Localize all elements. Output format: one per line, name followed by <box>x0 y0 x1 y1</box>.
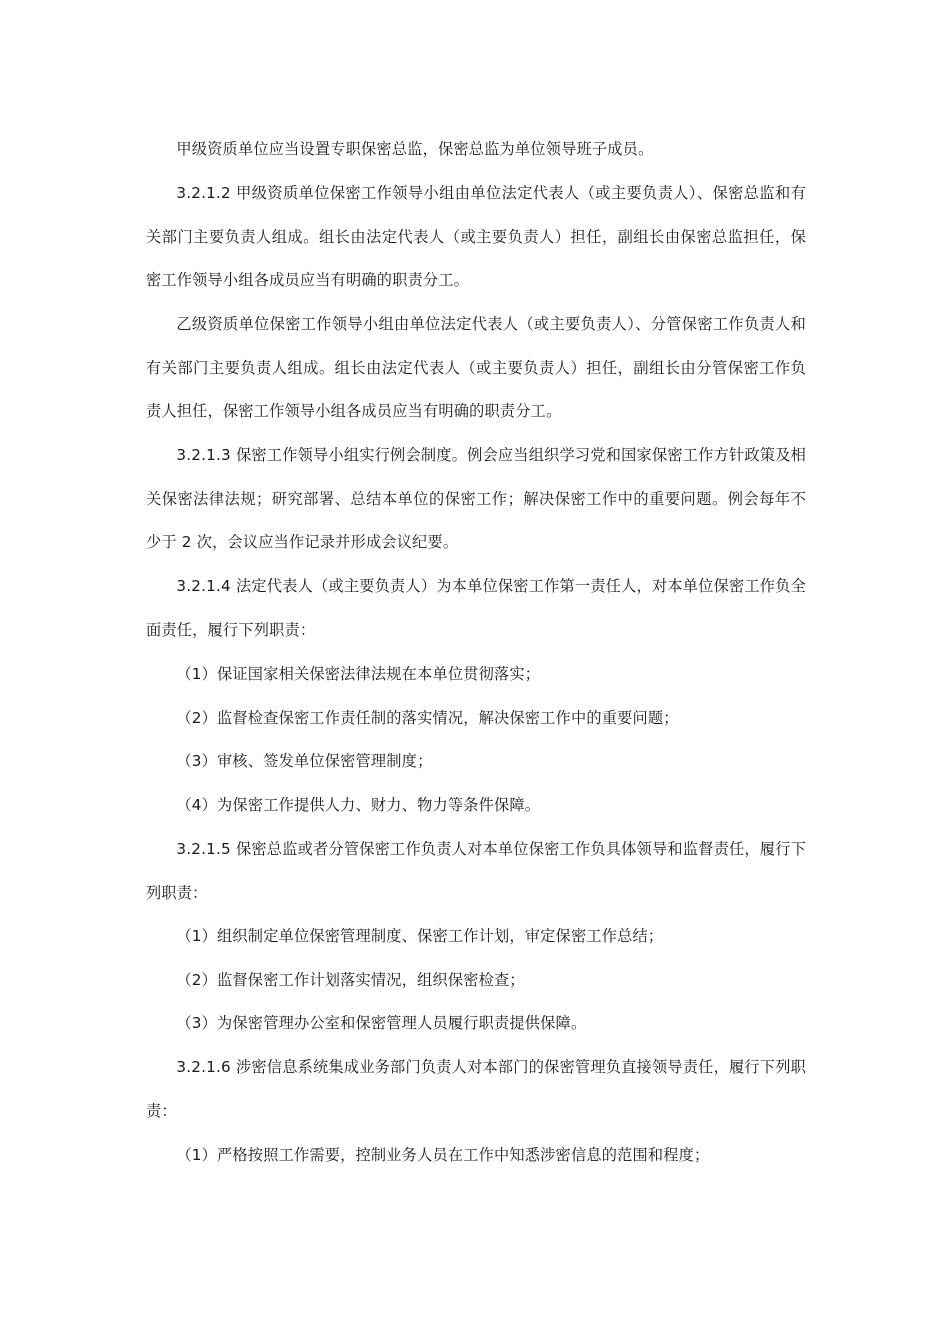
paragraph-3-2-1-2: 3.2.1.2 甲级资质单位保密工作领导小组由单位法定代表人（或主要负责人）、保密总监和有关部门主要负责人组成。组长由法定代表人（或主要负责人）担任，副组长由保密总监担任，保密工作领导小组各成员应当有明确的职责分工。 <box>146 184 806 290</box>
paragraph-3-2-1-4: 3.2.1.4 法定代表人（或主要负责人）为本单位保密工作第一责任人，对本单位保密工作负全面责任，履行下列职责： <box>146 577 806 639</box>
list-item: （4）为保密工作提供人力、财力、物力等条件保障。 <box>176 796 541 814</box>
paragraph-qualification-b: 乙级资质单位保密工作领导小组由单位法定代表人（或主要负责人）、分管保密工作负责人和有关部门主要负责人组成。组长由法定代表人（或主要负责人）担任，副组长由分管保密工作负责人担任，保密工作领导小组各成员应当有明确的职责分工。 <box>146 315 806 421</box>
list-item: （1）保证国家相关保密法律法规在本单位贯彻落实； <box>176 665 541 683</box>
list-item: （2）监督保密工作计划落实情况，组织保密检查； <box>176 971 525 989</box>
list-item: （1）组织制定单位保密管理制度、保密工作计划，审定保密工作总结； <box>176 927 664 945</box>
list-item: （3）为保密管理办公室和保密管理人员履行职责提供保障。 <box>176 1014 587 1032</box>
paragraph-qualification-a: 甲级资质单位应当设置专职保密总监，保密总监为单位领导班子成员。 <box>176 140 654 158</box>
paragraph-3-2-1-5: 3.2.1.5 保密总监或者分管保密工作负责人对本单位保密工作负具体领导和监督责任，履行下列职责： <box>146 840 806 902</box>
list-item: （2）监督检查保密工作责任制的落实情况，解决保密工作中的重要问题； <box>176 709 679 727</box>
list-item: （1）严格按照工作需要，控制业务人员在工作中知悉涉密信息的范围和程度； <box>176 1146 710 1164</box>
list-item: （3）审核、签发单位保密管理制度； <box>176 752 433 770</box>
paragraph-3-2-1-3: 3.2.1.3 保密工作领导小组实行例会制度。例会应当组织学习党和国家保密工作方针政策及相关保密法律法规；研究部署、总结本单位的保密工作；解决保密工作中的重要问题。例会每年不少于 2 次，会议应当作记录并形成会议纪要。 <box>146 446 806 552</box>
paragraph-3-2-1-6: 3.2.1.6 涉密信息系统集成业务部门负责人对本部门的保密管理负直接领导责任，履行下列职责： <box>146 1058 806 1120</box>
